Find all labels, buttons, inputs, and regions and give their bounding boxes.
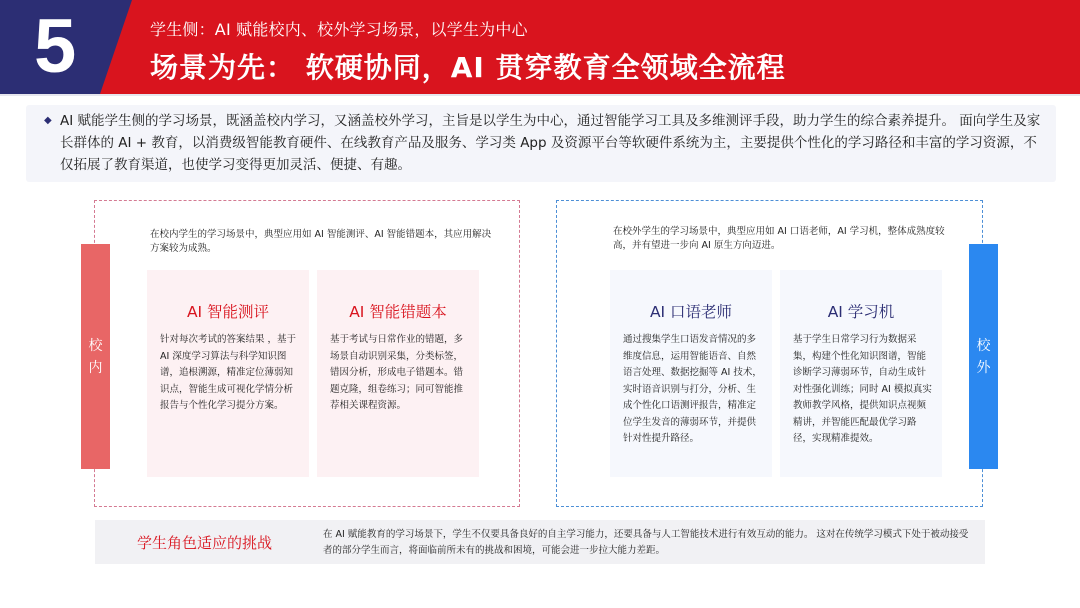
intro-panel xyxy=(26,105,1056,182)
header-subtitle: 学生侧：AI 赋能校内、校外学习场景，以学生为中心 xyxy=(150,20,528,39)
tag-char: 外 xyxy=(976,359,991,376)
card-title: AI 智能测评 xyxy=(186,303,270,321)
in-school-section xyxy=(94,200,520,507)
challenge-title: 学生角色适应的挑战 xyxy=(137,534,273,552)
challenge-panel xyxy=(95,520,985,564)
in-school-tag xyxy=(81,244,110,469)
card-title: AI 口语老师 xyxy=(649,303,733,321)
card-title: AI 学习机 xyxy=(827,303,895,321)
card-ai-learning-machine xyxy=(780,270,942,477)
out-school-tag xyxy=(969,244,998,469)
header-divider xyxy=(0,94,1080,96)
diamond-icon: ◆ xyxy=(44,115,52,126)
tag-char: 校 xyxy=(88,337,103,354)
out-school-section xyxy=(556,200,983,507)
card-body: 基于考试与日常作业的错题，多场景自动识别采集，分类标签，错因分析，形成电子错题本。错题克隆，组卷练习；同可智能推荐相关课程资源。 xyxy=(330,334,464,411)
out-school-description: 在校外学生的学习场景中，典型应用如 AI 口语老师，AI 学习机，整体成熟度较高，并有望进一步向 AI 原生方向迈进。 xyxy=(613,226,945,251)
section-number: 5 xyxy=(34,4,77,89)
page-title: 场景为先： 软硬协同，AI 贯穿教育全领域全流程 xyxy=(150,51,786,84)
challenge-text: 在 AI 赋能教育的学习场景下，学生不仅要具备良好的自主学习能力，还要具备与人工智能技术进行有效互动的能力。 这对在传统学习模式下处于被动接受者的部分学生而言，将面临前所未有的挑战和困境，可能会进一步拉大能力差距。 xyxy=(323,529,969,556)
header-banner xyxy=(0,0,1080,94)
card-body: 基于学生日常学习行为数据采集，构建个性化知识图谱，智能诊断学习薄弱环节，自动生成针对性强化训练；同时 AI 模拟真实教师教学风格，提供知识点视频精讲，并智能匹配最优学习路径，实现精准提效。 xyxy=(793,334,932,444)
card-body: 针对每次考试的答案结果 ，基于 AI 深度学习算法与科学知识图谱，追根溯源，精准定位薄弱知识点，智能生成可视化学情分析报告与个性化学习提分方案。 xyxy=(160,334,297,411)
card-ai-mistake-book xyxy=(317,270,479,477)
intro-text: AI 赋能学生侧的学习场景，既涵盖校内学习，又涵盖校外学习，主旨是以学生为中心，通过智能学习工具及多维测评手段，助力学生的综合素养提升。 面向学生及家长群体的 AI + 教育，以消费级智能教育硬件、在线教育产品及服务、学习类 App 及资源平台等软硬件系统为主，主要提供个性化的学习路径和丰富的学习资源，不仅拓展了教育渠道，也使学习变得更加灵活、便捷、有趣。 xyxy=(60,113,1041,173)
card-body: 通过搜集学生口语发音情况的多维度信息，运用智能语音、自然语言处理、数据挖掘等 AI 技术，实时语音识别与打分，分析、生成个性化口语测评报告，精准定位学生发音的薄弱环节，并提供针对性提升路径。 xyxy=(623,334,762,444)
tag-char: 内 xyxy=(88,359,103,376)
in-school-description: 在校内学生的学习场景中，典型应用如 AI 智能测评、AI 智能错题本，其应用解决方案较为成熟。 xyxy=(150,229,492,254)
tag-char: 校 xyxy=(976,337,991,354)
card-ai-speaking-teacher xyxy=(610,270,772,477)
card-title: AI 智能错题本 xyxy=(349,303,447,321)
card-ai-assessment xyxy=(147,270,309,477)
